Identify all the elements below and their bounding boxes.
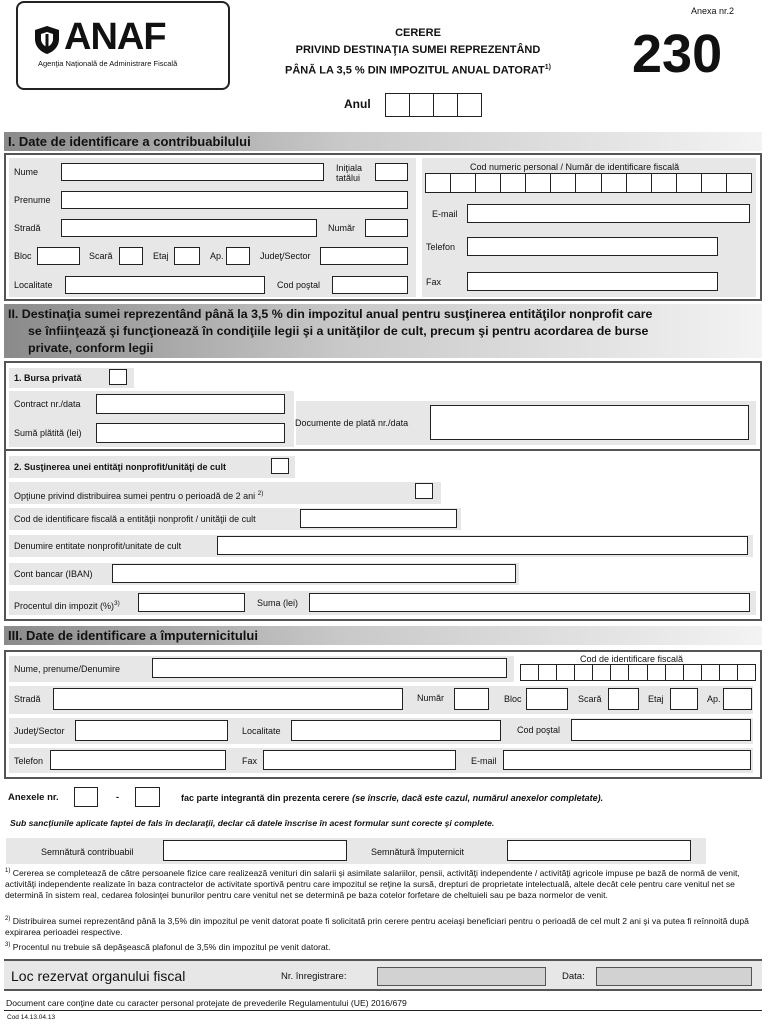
nume-label: Nume <box>14 167 39 177</box>
form-title <box>250 25 586 80</box>
title-line-3: PÂNĂ LA 3,5 % DIN IMPOZITUL ANUAL DATORAT$^{1)}$ <box>285 64 551 77</box>
sustinere-checkbox[interactable] <box>271 458 289 474</box>
contract-label: Contract nr./data <box>14 399 81 409</box>
denumire-entitate-label: Denumire entitate nonprofit/unitate de cult <box>14 541 182 551</box>
initiala-field[interactable] <box>375 163 408 181</box>
nr-inregistrare-label: Nr. înregistrare: <box>281 971 347 982</box>
localitate-label: Localitate <box>14 280 53 290</box>
bursa-checkbox[interactable] <box>109 369 127 385</box>
imp-etaj-label: Etaj <box>648 694 664 704</box>
anaf-logo <box>16 1 230 90</box>
gdpr-underline <box>4 1010 762 1011</box>
semnatura-contribuabil-label: Semnătură contribuabil <box>41 847 134 857</box>
procent-field[interactable] <box>138 593 245 612</box>
imp-scara-label: Scară <box>578 694 602 704</box>
fax-field[interactable] <box>467 272 718 291</box>
cod-fiscal-entitate-label: Cod de identificare fiscală a entităţii nonprofit / unităţii de cult <box>14 514 256 524</box>
imp-ap-label: Ap. <box>707 694 721 704</box>
form-number: 230 <box>632 24 723 84</box>
section2-title-line-2: se înfiinţează şi funcţionează în condiţiile legii şi a unităţilor de cult, precum şi pentru acordarea de burse <box>28 324 649 338</box>
suma-platita-field[interactable] <box>96 423 285 443</box>
cnp-field[interactable] <box>425 173 752 193</box>
year-label: Anul <box>344 97 371 111</box>
shield-icon <box>34 25 60 55</box>
bursa-label: 1. Bursa privată <box>14 373 82 383</box>
procent-label: Procentul din impozit (%)$^{3)}$ <box>14 600 120 611</box>
optiune-label: Opţiune privind distribuirea sumei pentru o perioadă de 2 ani $^{2)}$ <box>14 490 264 501</box>
documente-label: Documente de plată nr./data <box>295 418 409 428</box>
logo-text: ANAF <box>64 16 166 58</box>
section2-title <box>4 304 762 358</box>
prenume-field[interactable] <box>61 191 408 209</box>
numar-label: Număr <box>328 223 356 233</box>
year-input[interactable] <box>385 93 482 117</box>
imp-strada-label: Stradă <box>14 694 41 704</box>
documente-field[interactable] <box>430 405 749 440</box>
title-line-1: CERERE <box>395 27 441 39</box>
imp-scara-field[interactable] <box>608 688 639 710</box>
imp-nume-label: Nume, prenume/Denumire <box>14 664 121 674</box>
imp-localitate-field[interactable] <box>291 720 501 741</box>
fac-parte-text: fac parte integrantă din prezenta cerere (se înscrie, dacă este cazul, numărul anexelor completate). <box>181 793 604 803</box>
semnatura-imputernicit-field[interactable] <box>507 840 691 861</box>
imp-nume-field[interactable] <box>152 658 507 678</box>
judet-label: Judeţ/Sector <box>260 251 311 261</box>
scara-field[interactable] <box>119 247 143 265</box>
suma-platita-label: Sumă plătită (lei) <box>14 428 82 438</box>
imp-judet-field[interactable] <box>75 720 228 741</box>
footnote-3: $^{3)}$ Procentul nu trebuie să depăşească plafonul de 3,5% din impozitul pe venit datorat. <box>5 941 331 952</box>
ap-label: Ap. <box>210 251 224 261</box>
imp-localitate-label: Localitate <box>242 726 281 736</box>
imp-judet-label: Judeţ/Sector <box>14 726 65 736</box>
suma-label: Suma (lei) <box>257 598 299 608</box>
cod-postal-field[interactable] <box>332 276 408 294</box>
loc-rezervat-label: Loc rezervat organului fiscal <box>11 968 186 984</box>
nume-field[interactable] <box>61 163 324 181</box>
section2-title-line-3: private, conform legii <box>28 341 154 355</box>
cont-bancar-field[interactable] <box>112 564 516 583</box>
imp-email-field[interactable] <box>503 750 751 770</box>
cnp-label: Cod numeric personal / Număr de identificare fiscală <box>470 162 680 172</box>
imp-cod-postal-field[interactable] <box>571 719 751 741</box>
prenume-label: Prenume <box>14 195 51 205</box>
title-footnote: 1) <box>544 64 551 71</box>
imp-bloc-field[interactable] <box>526 688 568 710</box>
localitate-field[interactable] <box>65 276 265 294</box>
anexele-from-field[interactable] <box>74 787 98 807</box>
strada-label: Stradă <box>14 223 41 233</box>
cod-postal-label: Cod poştal <box>277 280 321 290</box>
judet-field[interactable] <box>320 247 408 265</box>
imp-cod-postal-label: Cod poştal <box>517 725 561 735</box>
optiune-checkbox[interactable] <box>415 483 433 499</box>
imp-bloc-label: Bloc <box>504 694 522 704</box>
section3-title: III. Date de identificare a împuternicitului <box>4 626 762 645</box>
strada-field[interactable] <box>61 219 317 237</box>
title-line-2: PRIVIND DESTINAŢIA SUMEI REPREZENTÂND <box>295 44 541 56</box>
imp-email-label: E-mail <box>471 756 497 766</box>
section1-title: I. Date de identificare a contribuabilului <box>4 132 762 151</box>
imp-fax-field[interactable] <box>263 750 456 770</box>
imp-etaj-field[interactable] <box>670 688 698 710</box>
data-field[interactable] <box>596 967 752 986</box>
data-label: Data: <box>562 971 585 982</box>
etaj-label: Etaj <box>153 251 169 261</box>
imp-cod-fiscal-field[interactable] <box>520 664 756 681</box>
nr-inregistrare-field[interactable] <box>377 967 546 986</box>
imp-ap-field[interactable] <box>723 688 752 710</box>
cod-fiscal-entitate-field[interactable] <box>300 509 457 528</box>
imp-telefon-field[interactable] <box>50 750 226 770</box>
declaratie-text: Sub sancţiunile aplicate faptei de fals în declaraţii, declar că datele înscrise în acest formular sunt corecte şi complete. <box>10 818 495 828</box>
ap-field[interactable] <box>226 247 250 265</box>
telefon-field[interactable] <box>467 237 718 256</box>
imp-cod-fiscal-label: Cod de identificare fiscală <box>580 654 684 664</box>
fax-label: Fax <box>426 277 442 287</box>
section2-divider <box>4 449 762 451</box>
anexele-to-field[interactable] <box>135 787 160 807</box>
imp-numar-field[interactable] <box>454 688 489 710</box>
bloc-field[interactable] <box>37 247 80 265</box>
semnatura-imputernicit-label: Semnătură împuternicit <box>371 847 465 857</box>
scara-label: Scară <box>89 251 113 261</box>
cont-bancar-label: Cont bancar (IBAN) <box>14 569 93 579</box>
anexele-label: Anexele nr. <box>8 792 59 803</box>
imp-telefon-label: Telefon <box>14 756 44 766</box>
email-label: E-mail <box>432 209 458 219</box>
suma-field[interactable] <box>309 593 750 612</box>
gdpr-notice: Document care conţine date cu caracter personal protejate de prevederile Regulamentului (UE) 2016/679 <box>6 998 407 1008</box>
imp-numar-label: Număr <box>417 693 445 703</box>
form-code: Cod 14.13.04.13 <box>7 1014 56 1021</box>
numar-field[interactable] <box>365 219 408 237</box>
telefon-label: Telefon <box>426 242 456 252</box>
footnote-1: $^{1)}$ Cererea se completează de către persoanele fizice care realizează venituri din salarii şi asimilate salariilor, pensii, activităţi independente / activităţi agricole impuse pe bază de normă de venit, activităţi independente realizate în baza contractelor de activitate sportivă pentru care impozitul se reţine la sursă, drepturi de proprietate intelectuală, altele decât cele pentru care venitul net se determină în sistem real, cedarea folosinţei bunurilor pentru care venitul net se determină pe baza cotelor forfetare de cheltuieli sau pe baza normelor de venit. <box>5 867 740 900</box>
imp-strada-field[interactable] <box>53 688 403 710</box>
annex-label: Anexa nr.2 <box>691 6 735 16</box>
semnatura-contribuabil-field[interactable] <box>163 840 347 861</box>
denumire-entitate-field[interactable] <box>217 536 748 555</box>
contract-field[interactable] <box>96 394 285 414</box>
etaj-field[interactable] <box>174 247 200 265</box>
anexele-dash: - <box>116 792 119 802</box>
sustinere-label: 2. Susţinerea unei entităţi nonprofit/unităţi de cult <box>14 462 227 472</box>
footnote-2: $^{2)}$ Distribuirea sumei reprezentând până la 3,5% din impozitul pe venit datorat poate fi solicitată prin cerere pentru aceiaşi beneficiari pentru o perioadă de cel mult 2 ani şi va putea fi reînnoită după expirarea perioadei respective. <box>5 915 749 937</box>
initiala-label: Iniţiala tatălui <box>336 163 363 183</box>
email-field[interactable] <box>467 204 750 223</box>
section2-title-line-1: II. Destinaţia sumei reprezentând până la 3,5 % din impozitul anual pentru susţinerea entităţilor nonprofit care <box>8 307 653 321</box>
imp-fax-label: Fax <box>242 756 258 766</box>
bloc-label: Bloc <box>14 251 32 261</box>
logo-subtitle: Agenţia Naţională de Administrare Fiscală <box>38 59 178 68</box>
